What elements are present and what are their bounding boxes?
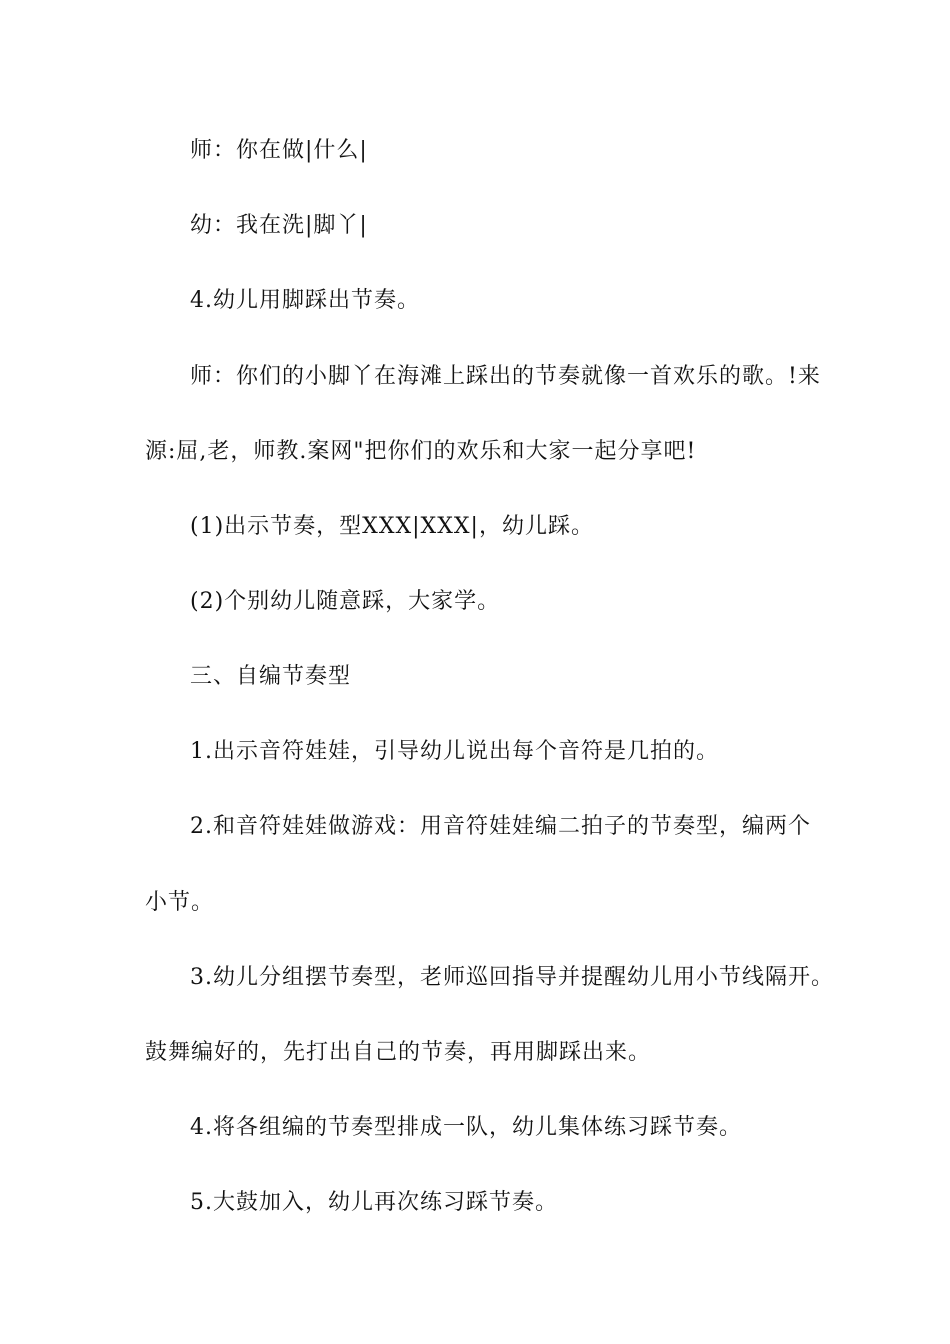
- text-line: 师：你们的小脚丫在海滩上踩出的节奏就像一首欢乐的歌。!来: [190, 364, 821, 389]
- text-line: 源:屈,老，师教.案网"把你们的欢乐和大家一起分享吧!: [145, 439, 697, 464]
- text-line: (1)出示节奏，型XXX|XXX|，幼儿踩。: [190, 514, 594, 539]
- text-line: 幼：我在洗|脚丫|: [190, 213, 368, 238]
- text-line: 小节。: [145, 890, 215, 915]
- text-line: 1.出示音符娃娃，引导幼儿说出每个音符是几拍的。: [190, 739, 719, 764]
- text-line: 2.和音符娃娃做游戏：用音符娃娃编二拍子的节奏型，编两个: [190, 814, 811, 839]
- text-line: 4.将各组编的节奏型排成一队，幼儿集体练习踩节奏。: [190, 1115, 742, 1140]
- section-heading: 三、自编节奏型: [190, 664, 352, 689]
- text-line: (2)个别幼儿随意踩，大家学。: [190, 589, 501, 614]
- text-line: 4.幼儿用脚踩出节奏。: [190, 288, 420, 313]
- text-line: 5.大鼓加入，幼儿再次练习踩节奏。: [190, 1190, 558, 1215]
- text-line: 师：你在做|什么|: [190, 138, 368, 163]
- text-line: 3.幼儿分组摆节奏型，老师巡回指导并提醒幼儿用小节线隔开。: [190, 965, 834, 990]
- text-line: 鼓舞编好的，先打出自己的节奏，再用脚踩出来。: [145, 1040, 652, 1065]
